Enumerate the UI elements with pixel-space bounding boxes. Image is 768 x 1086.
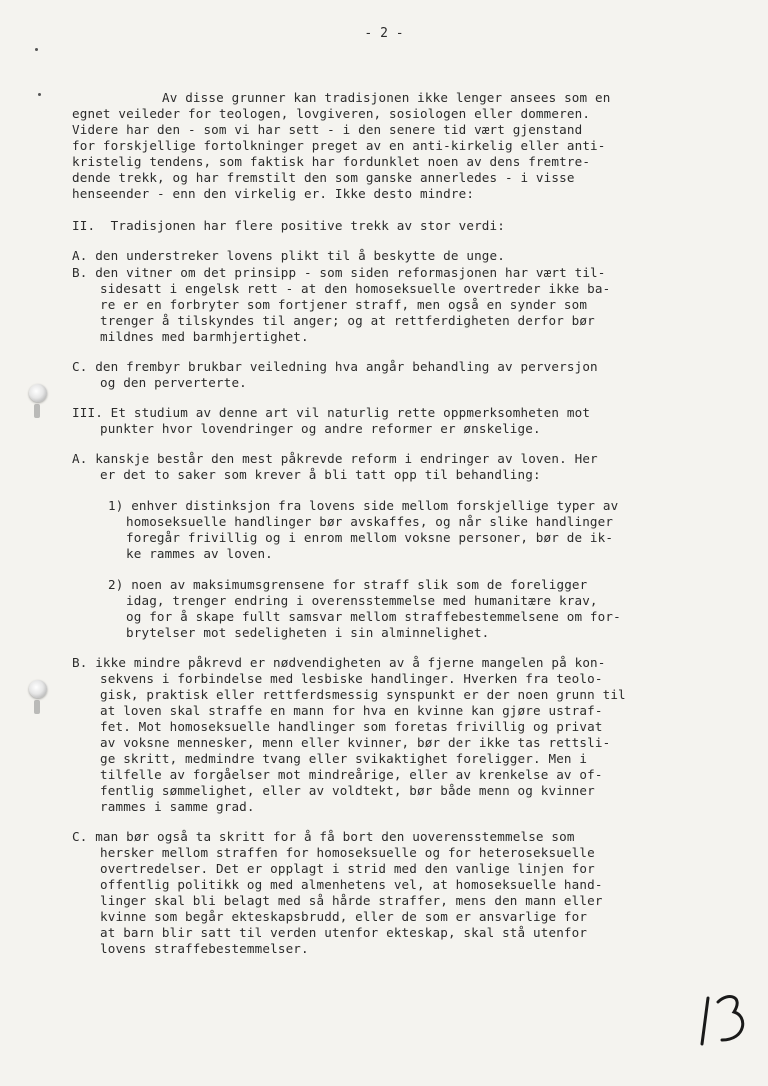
text-line: fet. Mot homoseksuelle handlinger som foretas frivillig og privat [100, 719, 603, 734]
text-line: Videre har den - som vi har sett - i den senere tid vært gjenstand [72, 122, 583, 137]
text-line: linger skal bli belagt med så hårde straffer, mens den mann eller [100, 893, 603, 908]
text-line: overtredelser. Det er opplagt i strid med den vanlige linjen for [100, 861, 595, 876]
text-line: foregår frivillig og i enrom mellom voksne personer, bør de ik- [126, 530, 614, 545]
text-line: sidesatt i engelsk rett - at den homoseksuelle overtreder ikke ba- [100, 281, 611, 296]
text-line: C. man bør også ta skritt for å få bort den uoverensstemmelse som [72, 829, 575, 844]
text-line: homoseksuelle handlinger bør avskaffes, og når slike handlinger [126, 514, 614, 529]
punch-hole-mark [34, 404, 40, 418]
text-line: trenger å tilskyndes til anger; og at rettferdigheten derfor bør [100, 313, 595, 328]
text-line: og den perverterte. [100, 375, 247, 390]
text-line: 2) noen av maksimumsgrensene for straff slik som de foreligger [108, 577, 588, 592]
text-line: re er en forbryter som fortjener straff, men også en synder som [100, 297, 588, 312]
text-line: idag, trenger endring i overensstemmelse med humanitære krav, [126, 593, 598, 608]
text-line: punkter hvor lovendringer og andre reformer er ønskelige. [100, 421, 541, 436]
text-line: A. den understreker lovens plikt til å beskytte de unge. [72, 248, 505, 263]
text-line: av voksne mennesker, menn eller kvinner, bør der ikke tas rettsli- [100, 735, 611, 750]
text-line: II. Tradisjonen har flere positive trekk av stor verdi: [72, 218, 505, 233]
text-line: B. den vitner om det prinsipp - som siden reformasjonen har vært til- [72, 265, 606, 280]
text-line: offentlig politikk og med almenhetens vel, at homoseksuelle hand- [100, 877, 603, 892]
text-line: Av disse grunner kan tradisjonen ikke lenger ansees som en [162, 90, 611, 105]
text-line: er det to saker som krever å bli tatt opp til behandling: [100, 467, 541, 482]
text-line: sekvens i forbindelse med lesbiske handlinger. Hverken fra teolo- [100, 671, 603, 686]
text-line: 1) enhver distinksjon fra lovens side mellom forskjellige typer av [108, 498, 619, 513]
text-line: C. den frembyr brukbar veiledning hva angår behandling av perversjon [72, 359, 598, 374]
text-line: kvinne som begår ekteskapsbrudd, eller de som er ansvarlige for [100, 909, 588, 924]
text-line: for forskjellige fortolkninger preget av en anti-kirkelig eller anti- [72, 138, 606, 153]
text-line: at loven skal straffe en mann for hva en kvinne kan gjøre ustraf- [100, 703, 603, 718]
page-number: - 2 - [364, 26, 404, 41]
punch-hole-mark [34, 700, 40, 714]
text-line: og for å skape fullt samsvar mellom straffebestemmelsene om for- [126, 609, 621, 624]
punch-hole [29, 680, 47, 698]
text-line: ke rammes av loven. [126, 546, 273, 561]
folio-handwriting-drawing [696, 990, 756, 1050]
text-line: III. Et studium av denne art vil naturlig rette oppmerksomheten mot [72, 405, 591, 420]
folio-number-handwritten [696, 990, 756, 1050]
punch-hole [29, 384, 47, 402]
text-line: rammes i samme grad. [100, 799, 255, 814]
text-line: hersker mellom straffen for homoseksuelle og for heteroseksuelle [100, 845, 595, 860]
speck-mark [35, 48, 38, 51]
text-line: kristelig tendens, som faktisk har fordunklet noen av dens fremtre- [72, 154, 591, 169]
text-line: mildnes med barmhjertighet. [100, 329, 309, 344]
text-line: brytelser mot sedeligheten i sin alminnelighet. [126, 625, 490, 640]
text-line: lovens straffebestemmelser. [100, 941, 309, 956]
text-line: fentlig sømmelighet, eller av voldtekt, bør både menn og kvinner [100, 783, 595, 798]
text-line: dende trekk, og har fremstilt den som ganske annerledes - i visse [72, 170, 575, 185]
text-line: B. ikke mindre påkrevd er nødvendigheten av å fjerne mangelen på kon- [72, 655, 606, 670]
text-line: egnet veileder for teologen, lovgiveren, sosiologen eller dommeren. [72, 106, 591, 121]
speck-mark [38, 93, 41, 96]
text-line: A. kanskje består den mest påkrevde reform i endringer av loven. Her [72, 451, 598, 466]
text-line: gisk, praktisk eller rettferdsmessig synspunkt er der noen grunn til [100, 687, 626, 702]
text-line: ge skritt, medmindre tvang eller svikaktighet foreligger. Men i [100, 751, 588, 766]
text-line: tilfelle av forgåelser mot mindreårige, eller av krenkelse av of- [100, 767, 603, 782]
text-line: henseender - enn den virkelig er. Ikke desto mindre: [72, 186, 475, 201]
text-line: at barn blir satt til verden utenfor ekteskap, skal stå utenfor [100, 925, 588, 940]
